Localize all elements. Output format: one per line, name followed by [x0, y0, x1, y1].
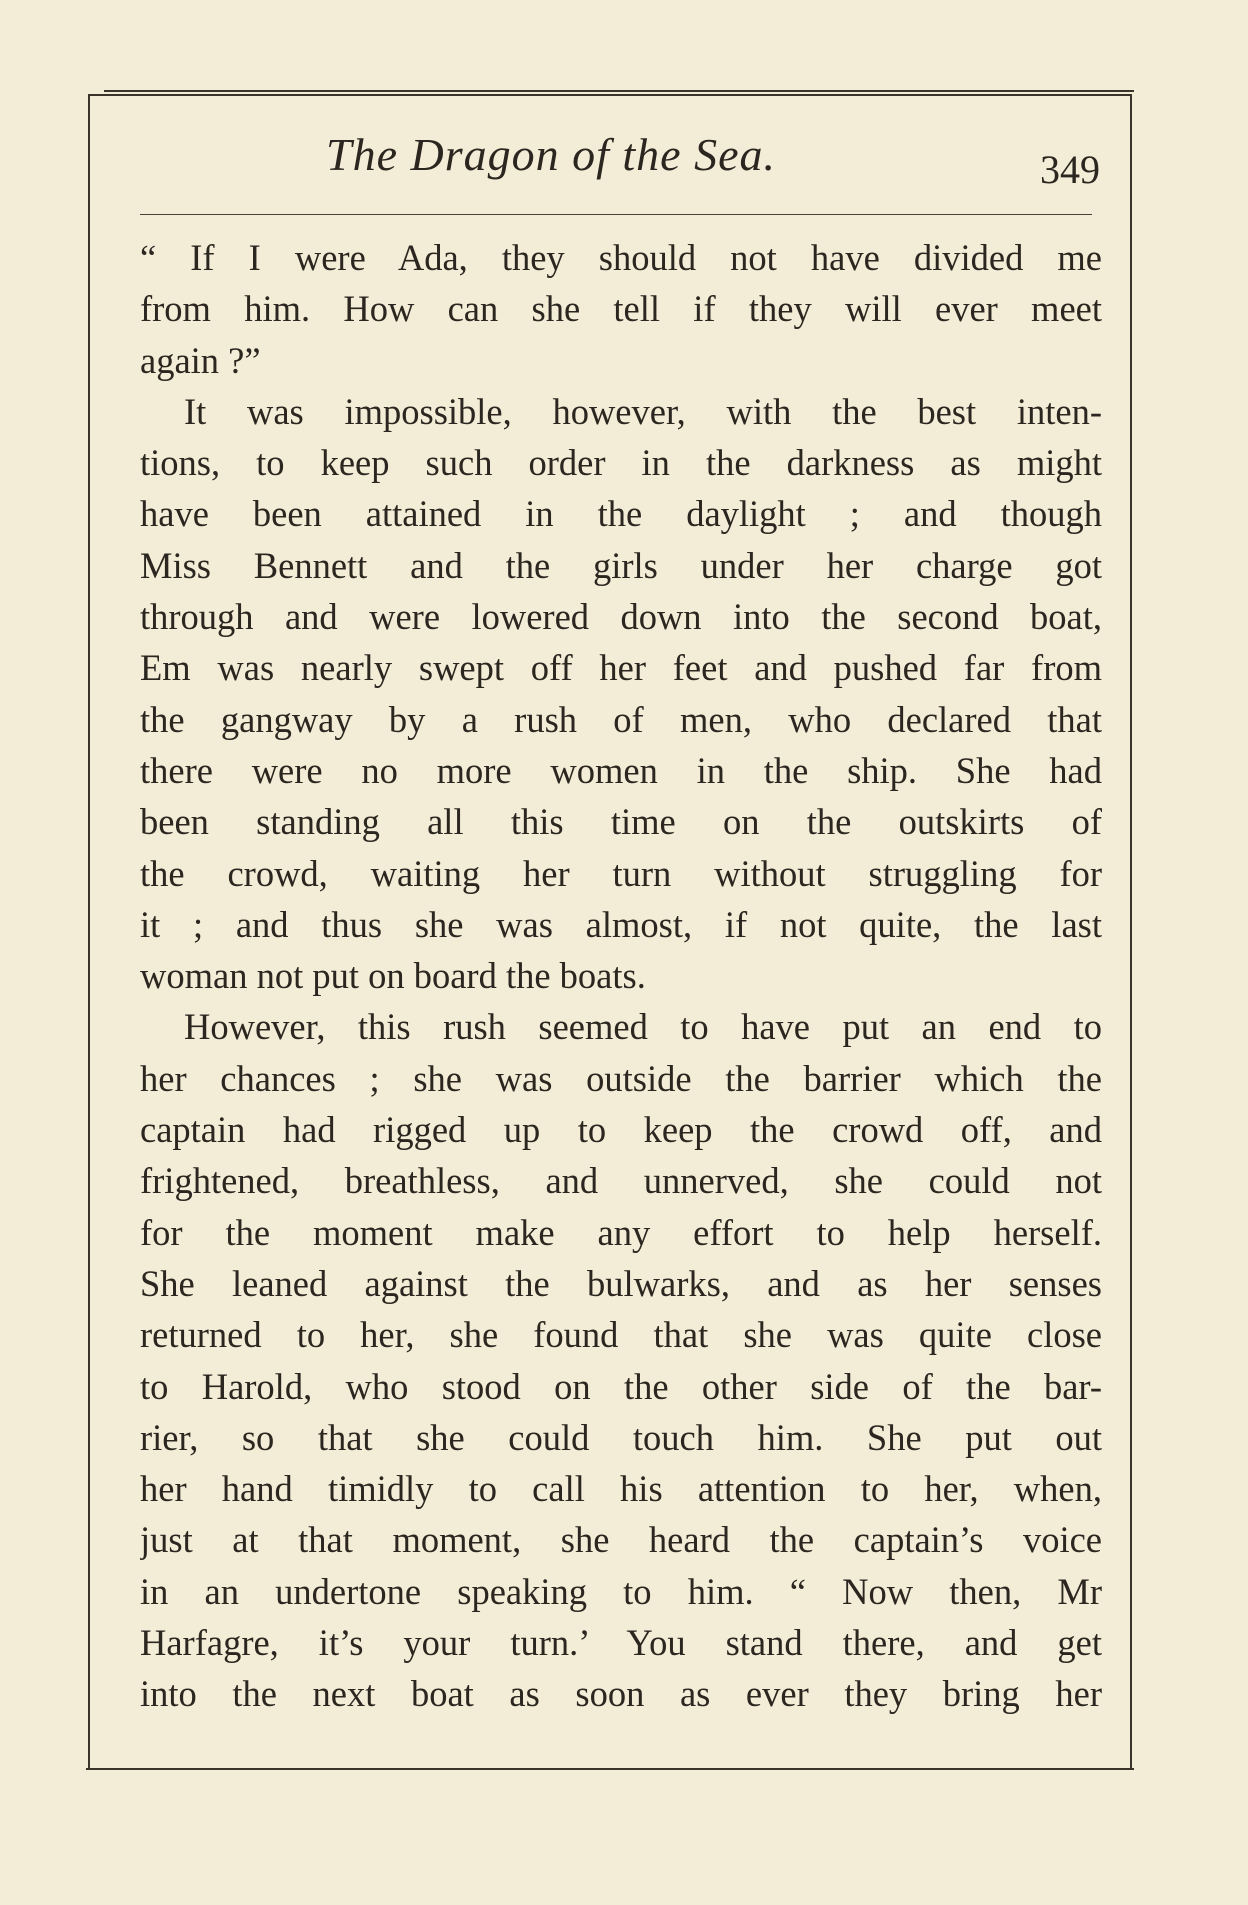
paragraph-3 — [140, 1001, 1102, 1719]
text-line: there were no more women in the ship. She had — [140, 749, 1102, 791]
text-line: returned to her, she found that she was quite close — [140, 1314, 1102, 1356]
text-line: the gangway by a rush of men, who declared that — [140, 698, 1102, 740]
text-line: her hand timidly to call his attention to her, when, — [140, 1468, 1102, 1510]
text-line: “ If I were Ada, they should not have divided me — [140, 237, 1102, 278]
bottom-border-rule — [86, 1768, 1134, 1770]
text-line: tions, to keep such order in the darkness as might — [140, 442, 1102, 484]
text-line: rier, so that she could touch him. She put out — [140, 1416, 1102, 1458]
top-border-rule — [104, 90, 1134, 92]
paragraph-2 — [140, 386, 1102, 1002]
text-line: through and were lowered down into the second boat, — [140, 596, 1102, 638]
text-line: Miss Bennett and the girls under her charge got — [140, 544, 1102, 586]
text-line: her chances ; she was outside the barrier which the — [140, 1057, 1102, 1099]
text-line: been standing all this time on the outskirts of — [140, 801, 1102, 843]
text-line: to Harold, who stood on the other side of the bar- — [140, 1365, 1102, 1407]
text-line: into the next boat as soon as ever they bring her — [140, 1673, 1102, 1715]
text-line: frightened, breathless, and unnerved, she could not — [140, 1160, 1102, 1202]
text-line: woman not put on board the boats. — [140, 955, 646, 997]
text-line: the crowd, waiting her turn without struggling for — [140, 852, 1102, 894]
text-line: have been attained in the daylight ; and though — [140, 493, 1102, 535]
header-rule — [140, 214, 1092, 215]
text-line: for the moment make any effort to help herself. — [140, 1211, 1102, 1253]
text-line: in an undertone speaking to him. “ Now then, Mr — [140, 1570, 1102, 1612]
text-line: from him. How can she tell if they will ever meet — [140, 288, 1102, 330]
text-line: It was impossible, however, with the best inten- — [184, 390, 1102, 432]
running-head — [140, 118, 1100, 198]
body-text — [140, 232, 1102, 1720]
text-line: again ?” — [140, 339, 261, 381]
page-number: 349 — [1040, 147, 1100, 192]
text-line: captain had rigged up to keep the crowd off, and — [140, 1109, 1102, 1151]
paragraph-1 — [140, 232, 1102, 386]
text-line: She leaned against the bulwarks, and as her senses — [140, 1262, 1102, 1304]
text-line: Em was nearly swept off her feet and pushed far from — [140, 647, 1102, 689]
text-line: Harfagre, it’s your turn.’ You stand there, and get — [140, 1622, 1102, 1664]
text-line: just at that moment, she heard the captain’s voice — [140, 1519, 1102, 1561]
running-title: The Dragon of the Sea. — [326, 129, 777, 180]
text-line: it ; and thus she was almost, if not quite, the last — [140, 903, 1102, 945]
text-line: However, this rush seemed to have put an end to — [184, 1006, 1102, 1048]
